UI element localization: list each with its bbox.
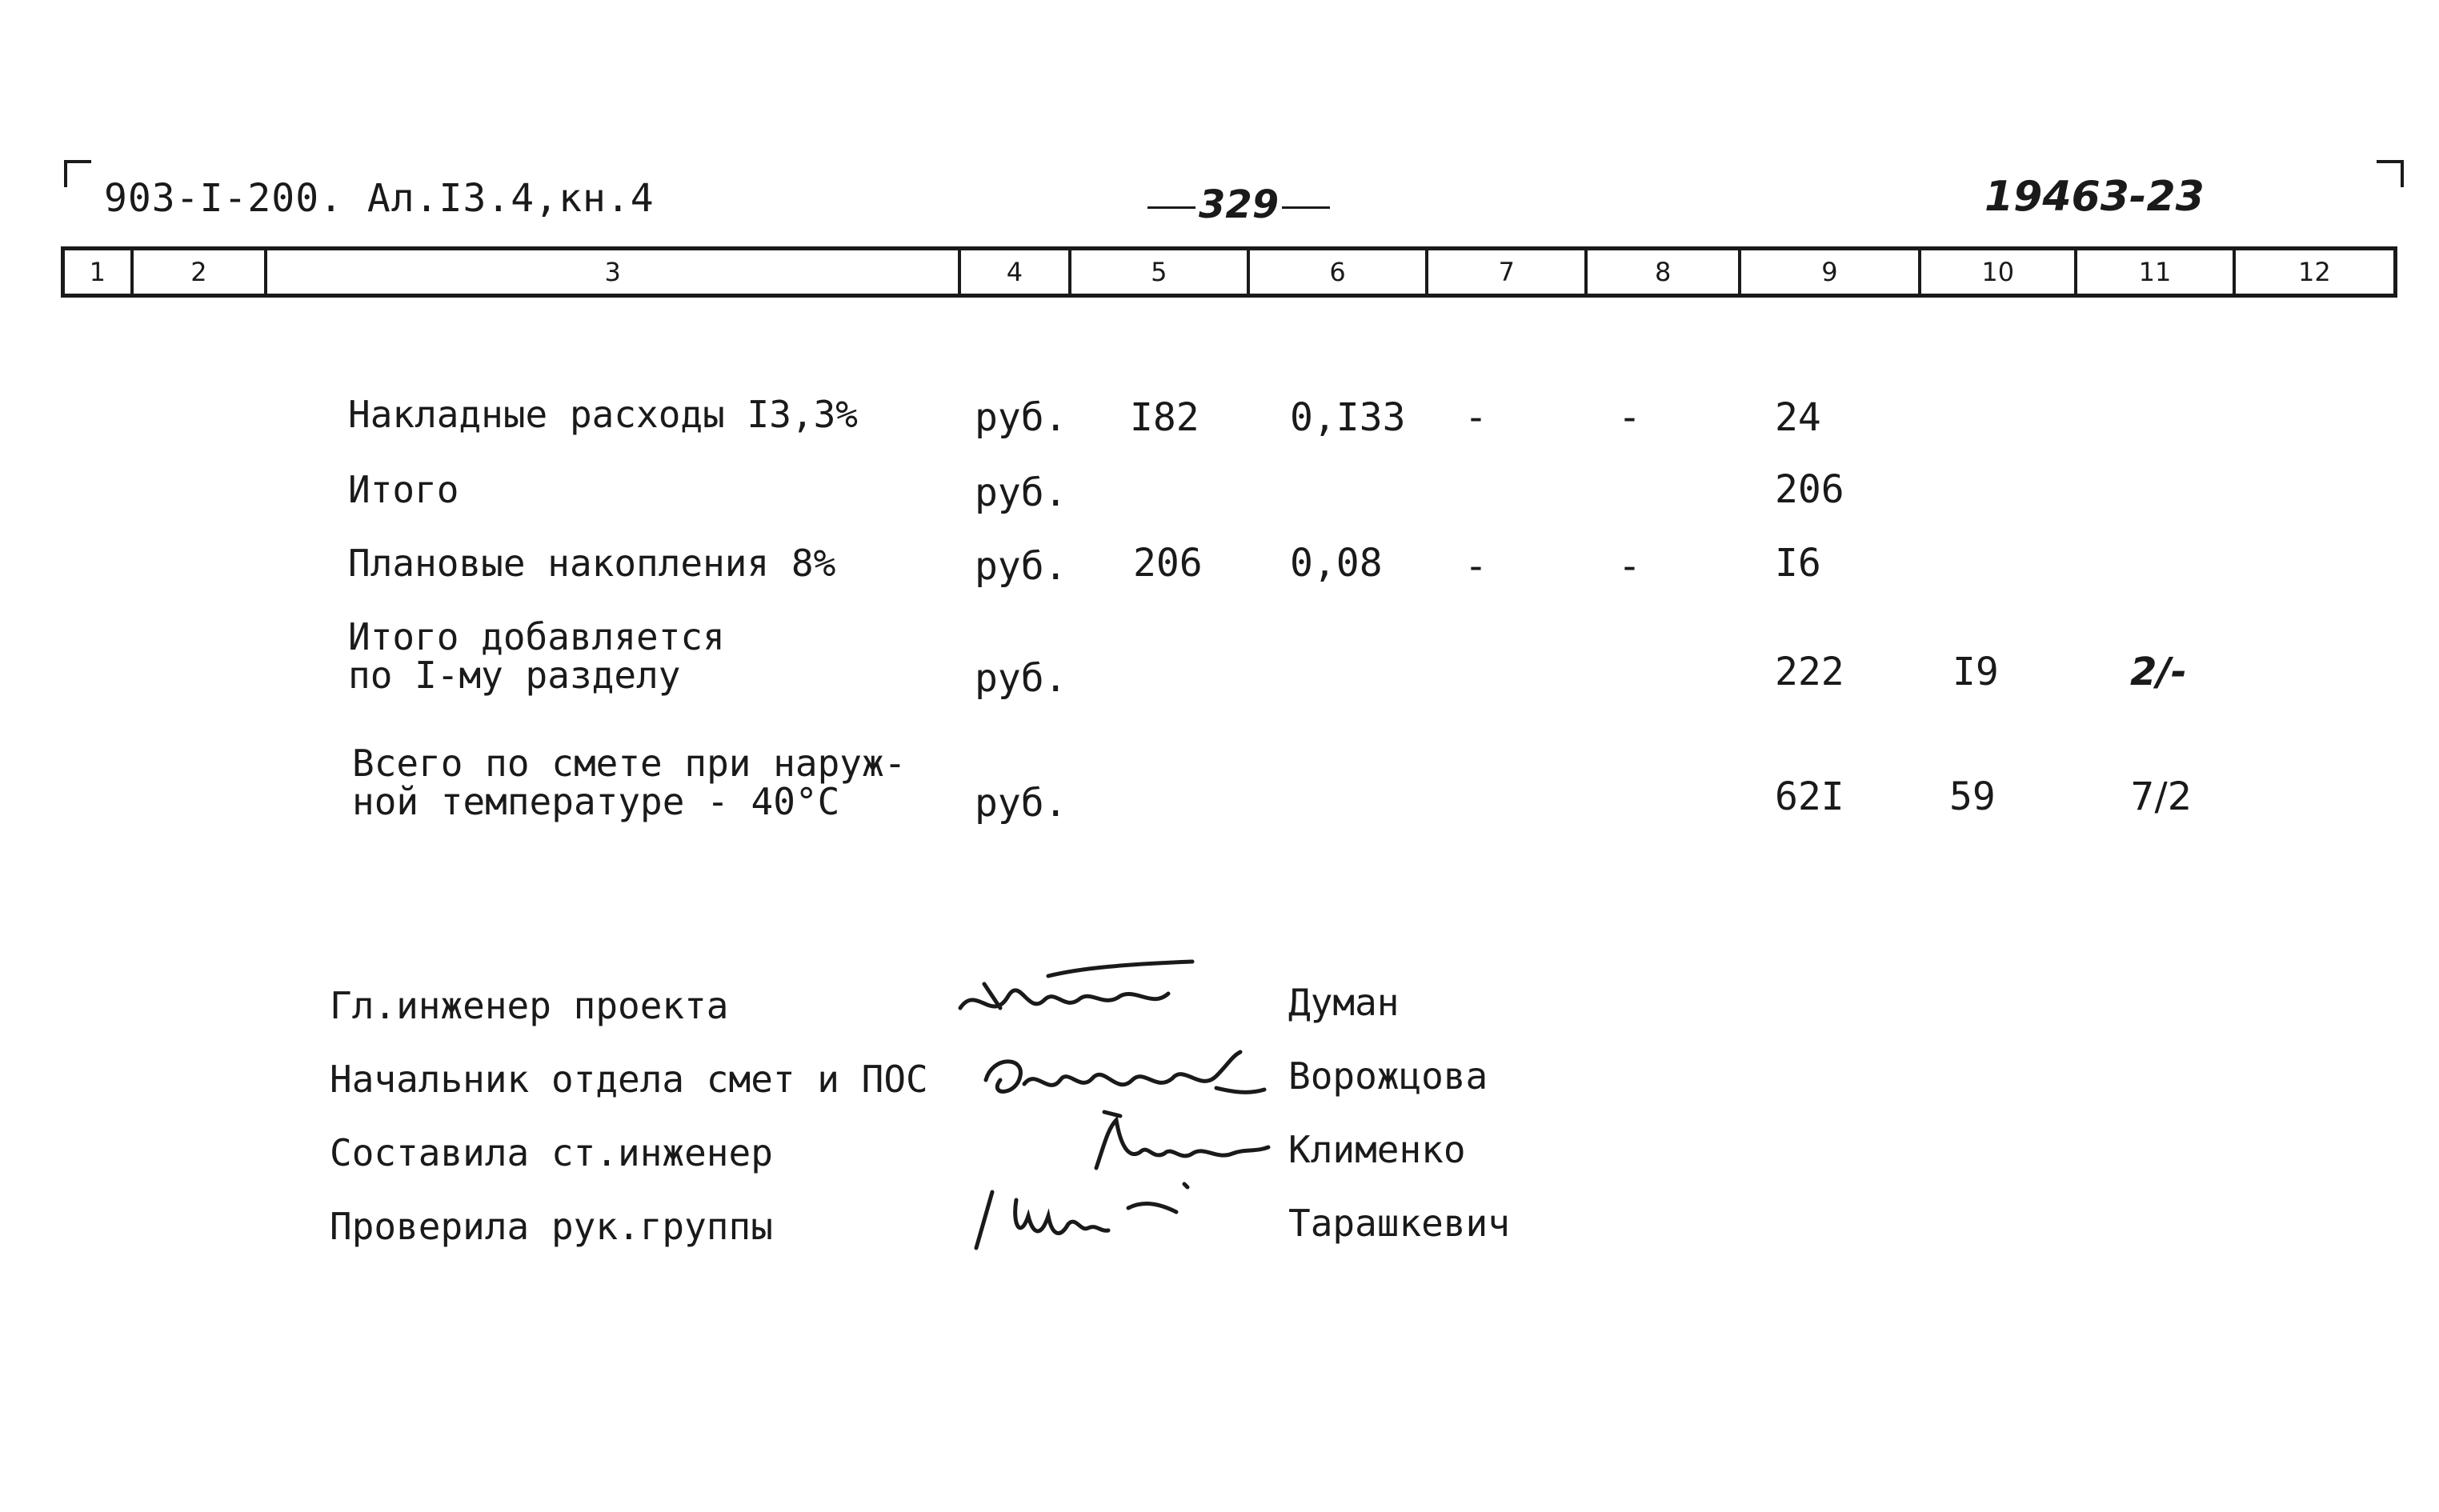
row-total: 222 — [1775, 650, 1844, 694]
signature-role: Гл.инженер проекта — [330, 984, 729, 1027]
row-item-name-line2: по I-му разделу — [348, 654, 681, 697]
row-col11: 7/2 — [2130, 774, 2193, 819]
column-number-strip — [61, 246, 2397, 298]
row-total: 24 — [1775, 395, 1821, 440]
signature-name: Клименко — [1288, 1128, 1466, 1171]
row-col7: - — [1464, 544, 1488, 589]
signature-name: Тарашкевич — [1288, 1202, 1510, 1245]
row-total: 206 — [1775, 467, 1844, 512]
column-number-cell: 12 — [2297, 257, 2331, 287]
column-number-cell: 2 — [134, 250, 267, 294]
column-number-cell: 3 — [267, 250, 961, 294]
row-col10: I9 — [1952, 650, 1999, 694]
column-number-cell: 7 — [1428, 250, 1588, 294]
column-number-cell: 1 — [65, 250, 134, 294]
row-base-value: 206 — [1133, 541, 1203, 586]
signature-name: Думан — [1288, 981, 1400, 1024]
signature-role: Проверила рук.группы — [330, 1205, 773, 1248]
corner-mark-top-right — [2377, 160, 2404, 187]
row-rate: 0,I33 — [1290, 395, 1406, 440]
row-base-value: I82 — [1130, 395, 1199, 440]
column-number-cell: 4 — [961, 250, 1071, 294]
row-rate: 0,08 — [1290, 541, 1383, 586]
row-item-name: Плановые накопления 8% — [348, 542, 836, 585]
page-number-dash-left — [1147, 206, 1195, 209]
signature-name: Ворожцова — [1288, 1054, 1488, 1098]
column-number-cell: 10 — [1921, 250, 2077, 294]
page-number-value: 329 — [1199, 182, 1280, 227]
row-item-name: Итого добавляется — [348, 615, 725, 658]
row-unit: руб. — [975, 470, 1067, 515]
row-unit: руб. — [975, 781, 1067, 826]
handwritten-signature-group-leader — [960, 1168, 1216, 1256]
row-col7: - — [1464, 395, 1488, 440]
row-col10: 59 — [1949, 774, 1996, 819]
row-unit: руб. — [975, 544, 1067, 589]
row-col11: 2/- — [2130, 650, 2187, 694]
row-total: 62I — [1775, 774, 1844, 819]
row-item-name: Накладные расходы I3,3% — [348, 393, 858, 436]
row-item-name: Всего по смете при наруж- — [352, 742, 907, 785]
page-number-dash-right — [1282, 206, 1330, 209]
column-number-cell: 6 — [1250, 250, 1428, 294]
row-unit: руб. — [975, 656, 1067, 701]
row-col8: - — [1618, 544, 1641, 589]
corner-mark-top-left — [64, 160, 91, 187]
row-item-name: Итого — [348, 468, 459, 511]
column-number-cell: 9 — [1741, 250, 1921, 294]
document-code: 903-I-200. Ал.I3.4,кн.4 — [104, 176, 655, 221]
handwritten-signature-chief-engineer — [952, 952, 1208, 1040]
column-number-cell: 5 — [1071, 250, 1250, 294]
row-item-name-line2: ной температуре - 40°С — [352, 780, 840, 823]
signature-role: Начальник отдела смет и ПОС — [330, 1058, 928, 1101]
row-total: I6 — [1775, 541, 1821, 586]
page-number — [1144, 182, 1333, 227]
column-number-cell: 8 — [1588, 250, 1740, 294]
sheet-number: 19463-23 — [1984, 173, 2205, 221]
column-number-cell: 11 — [2077, 250, 2235, 294]
row-unit: руб. — [975, 395, 1067, 440]
signature-role: Составила ст.инженер — [330, 1131, 773, 1174]
row-col8: - — [1618, 395, 1641, 440]
